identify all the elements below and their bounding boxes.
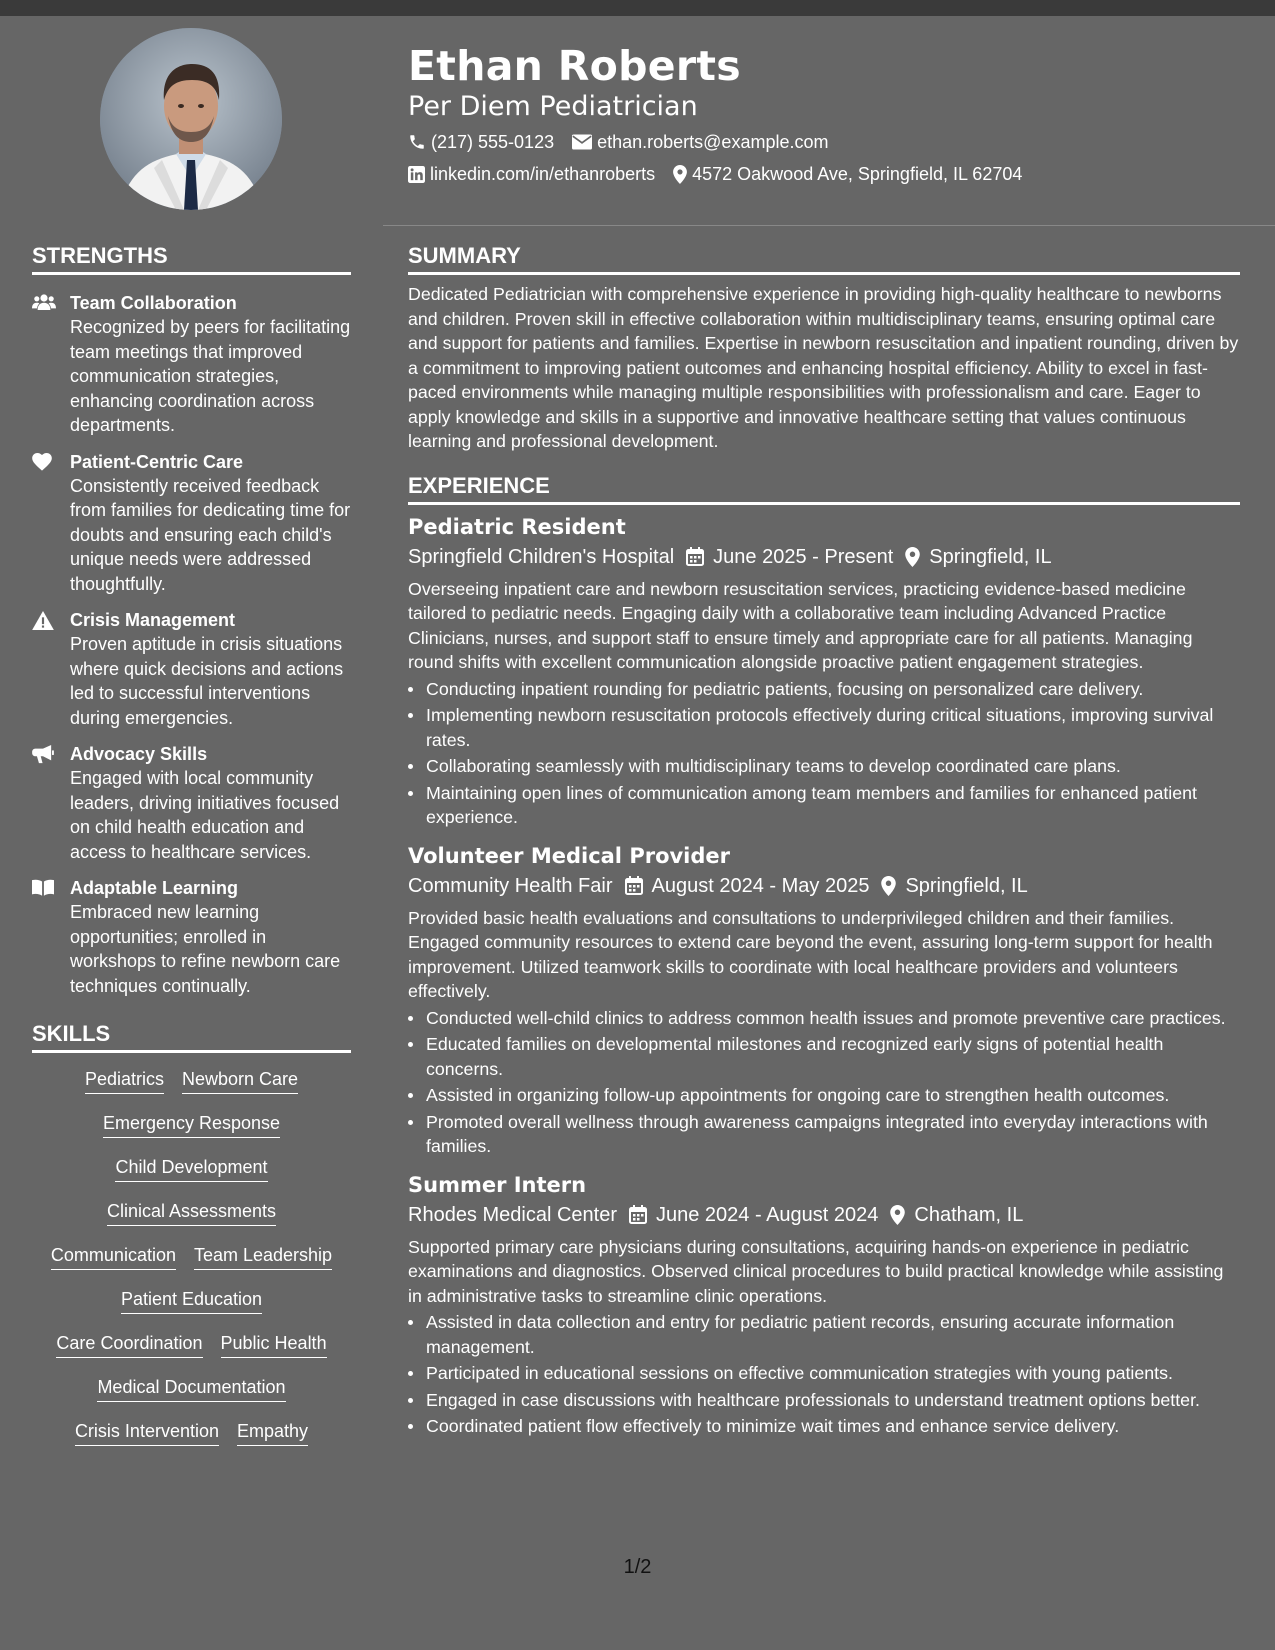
job-org: Rhodes Medical Center [408, 1203, 617, 1226]
skill-tag: Clinical Assessments [107, 1199, 276, 1226]
strength-title: Advocacy Skills [70, 744, 208, 764]
megaphone-icon [32, 745, 54, 764]
contact-row-2 [408, 158, 1248, 190]
job-location-text: Springfield, IL [929, 545, 1052, 568]
header-divider [383, 225, 1275, 226]
job-dates [629, 1199, 878, 1231]
job-description: Provided basic health evaluations and consultations to underprivileged children and their families. Engaged community resources to extend care beyond the event, assuring long-term support for health improvement. Utilized teamwork skills to coordinate with local healthcare providers and volunteers effectively. [408, 907, 1213, 1001]
skill-tag: Empathy [237, 1419, 308, 1446]
calendar-icon [629, 1205, 647, 1224]
linkedin-icon [408, 166, 425, 183]
strength-title: Crisis Management [70, 610, 236, 630]
job-bullet: Promoted overall wellness through awareness campaigns integrated into everyday interactions with families. [426, 1110, 1240, 1159]
job-bullet: Conducting inpatient rounding for pediatric patients, focusing on personalized care delivery. [426, 677, 1240, 702]
strength-description: Recognized by peers for facilitating team meetings that improved communication strategies, enhancing coordination across departments. [70, 317, 351, 435]
skill-row [32, 1243, 351, 1270]
contact-phone [408, 126, 554, 158]
map-pin-icon [673, 165, 687, 184]
job-location-text: Chatham, IL [914, 1203, 1024, 1226]
job-bullet: Implementing newborn resuscitation protocols effectively during critical situations, improving survival rates. [426, 703, 1240, 752]
strength-title: Adaptable Learning [70, 878, 239, 898]
job-bullets [408, 1310, 1240, 1439]
skill-row [32, 1287, 351, 1314]
phone-text: (217) 555-0123 [431, 132, 555, 152]
job-bullet: Assisted in data collection and entry for pediatric patient records, ensuring accurate information management. [426, 1310, 1240, 1359]
email-text: ethan.roberts@example.com [597, 132, 829, 152]
left-column [32, 242, 351, 1463]
job-org: Springfield Children's Hospital [408, 545, 675, 568]
job-dates [686, 541, 893, 573]
job-description: Overseeing inpatient care and newborn resuscitation services, practicing evidence-based medicine tailored to pediatric needs. Engaging daily with a collaborative team including Advanced Practice Clinicians, nurses, and support staff to ensure timely and appropriate care for all patients. Managing round shifts with excellent communication alongside proactive patient engagement strategies. [408, 578, 1193, 672]
top-bar [0, 0, 1275, 16]
job-bullet: Maintaining open lines of communication among team members and families for enhanced patient experience. [426, 781, 1240, 830]
experience-section [408, 472, 1240, 1439]
job-bullet: Participated in educational sessions on effective communication strategies with young patients. [426, 1361, 1240, 1386]
job-bullet: Educated families on developmental milestones and recognized early signs of potential health concerns. [426, 1032, 1240, 1081]
skill-row [32, 1067, 351, 1094]
job-entry [408, 513, 1240, 830]
strength-description: Consistently received feedback from families for dedicating time for doubts and ensuring each child's unique needs were addressed thoughtfully. [70, 475, 351, 594]
strength-description: Proven aptitude in crisis situations where quick decisions and actions led to successful interventions during emergencies. [70, 634, 344, 728]
job-bullet: Conducted well-child clinics to address common health issues and promote preventive care practices. [426, 1006, 1240, 1031]
skill-row [32, 1331, 351, 1358]
skill-tag: Team Leadership [194, 1243, 332, 1270]
skill-tag: Pediatrics [85, 1067, 164, 1094]
experience-heading: EXPERIENCE [408, 472, 1240, 505]
contact-email [572, 126, 828, 158]
map-pin-icon [890, 1205, 905, 1225]
job-bullet: Collaborating seamlessly with multidisciplinary teams to develop coordinated care plans. [426, 754, 1240, 779]
candidate-title: Per Diem Pediatrician [408, 91, 698, 122]
resume-page [0, 16, 1275, 1650]
strength-title: Patient-Centric Care [70, 451, 244, 472]
envelope-icon [572, 134, 592, 150]
skill-row [32, 1375, 351, 1402]
summary-text: Dedicated Pediatrician with comprehensive experience in providing high-quality healthcare to newborns and children. Proven skill in effective collaboration within multidisciplinary teams, ensuring optimal care and support for patients and families. Expertise in newborn resuscitation and inpatient rounding, driven by a commitment to improving patient outcomes and enhancing hospital efficiency. Ability to excel in fast-paced environments while managing multiple responsibilities with professionalism and care. Eager to apply knowledge and skills in a supportive and innovative healthcare setting that values continuous learning and professional development. [408, 284, 1239, 451]
strength-description: Engaged with local community leaders, driving initiatives focused on child health education and access to healthcare services. [70, 768, 340, 862]
skills-section [32, 1020, 351, 1446]
map-pin-icon [881, 876, 896, 896]
job-dates-text: June 2025 - Present [713, 545, 894, 568]
skill-row [32, 1155, 351, 1182]
contact-linkedin [408, 158, 655, 190]
job-dates-text: August 2024 - May 2025 [651, 874, 870, 897]
job-title: Volunteer Medical Provider [408, 843, 731, 868]
book-icon [32, 879, 54, 896]
job-org: Community Health Fair [408, 874, 613, 897]
skill-tag: Crisis Intervention [75, 1419, 219, 1446]
resume-header [408, 42, 1248, 190]
skills-heading: SKILLS [32, 1020, 351, 1053]
calendar-icon [625, 876, 643, 895]
users-icon [32, 294, 56, 310]
job-location-text: Springfield, IL [905, 874, 1028, 897]
job-location [881, 870, 1027, 902]
address-text: 4572 Oakwood Ave, Springfield, IL 62704 [692, 164, 1023, 184]
skill-row [32, 1111, 351, 1138]
job-title: Summer Intern [408, 1172, 587, 1197]
strength-item [32, 291, 351, 438]
skill-tag: Medical Documentation [97, 1375, 285, 1402]
job-title: Pediatric Resident [408, 514, 626, 539]
skill-row [32, 1199, 351, 1226]
candidate-name: Ethan Roberts [408, 42, 741, 90]
job-meta [408, 1199, 1240, 1231]
job-bullet: Coordinated patient flow effectively to minimize wait times and enhance service delivery. [426, 1414, 1240, 1439]
skills-list [32, 1067, 351, 1446]
job-description: Supported primary care physicians during consultations, acquiring hands-on experience in pediatric examinations and diagnostics. Observed clinical procedures to build practical knowledge while assisting in administrative tasks to streamline clinic operations. [408, 1236, 1224, 1306]
strength-title: Team Collaboration [70, 293, 237, 313]
contact-row-1 [408, 126, 1248, 158]
heart-icon [32, 453, 52, 471]
job-entry [408, 1171, 1240, 1439]
strength-item [32, 450, 351, 597]
skill-tag: Communication [51, 1243, 176, 1270]
job-meta [408, 541, 1240, 573]
calendar-icon [686, 547, 704, 566]
job-bullets [408, 677, 1240, 830]
job-entry [408, 842, 1240, 1159]
page-number: 1/2 [623, 1556, 652, 1578]
skill-row [32, 1419, 351, 1446]
skill-tag: Emergency Response [103, 1111, 280, 1138]
phone-icon [408, 133, 426, 151]
skill-tag: Patient Education [121, 1287, 262, 1314]
strengths-heading: STRENGTHS [32, 242, 351, 275]
job-dates [625, 870, 870, 902]
warning-icon [32, 611, 54, 630]
strength-item [32, 742, 351, 864]
strength-item [32, 876, 351, 998]
profile-photo [100, 28, 282, 210]
contact-address [673, 158, 1022, 190]
job-bullet: Engaged in case discussions with healthcare professionals to understand treatment options better. [426, 1388, 1240, 1413]
job-bullet: Assisted in organizing follow-up appointments for ongoing care to strengthen health outcomes. [426, 1083, 1240, 1108]
right-column [408, 242, 1240, 1439]
skill-tag: Child Development [115, 1155, 267, 1182]
skill-tag: Newborn Care [182, 1067, 298, 1094]
job-bullets [408, 1006, 1240, 1159]
map-pin-icon [905, 547, 920, 567]
strength-description: Embraced new learning opportunities; enrolled in workshops to refine newborn care techniques continually. [70, 902, 341, 996]
skill-tag: Care Coordination [56, 1331, 202, 1358]
job-dates-text: June 2024 - August 2024 [656, 1203, 879, 1226]
job-location [905, 541, 1051, 573]
job-location [890, 1199, 1023, 1231]
job-meta [408, 870, 1240, 902]
summary-heading: SUMMARY [408, 242, 1240, 275]
skill-tag: Public Health [221, 1331, 327, 1358]
linkedin-text: linkedin.com/in/ethanroberts [430, 164, 656, 184]
strength-item [32, 608, 351, 730]
